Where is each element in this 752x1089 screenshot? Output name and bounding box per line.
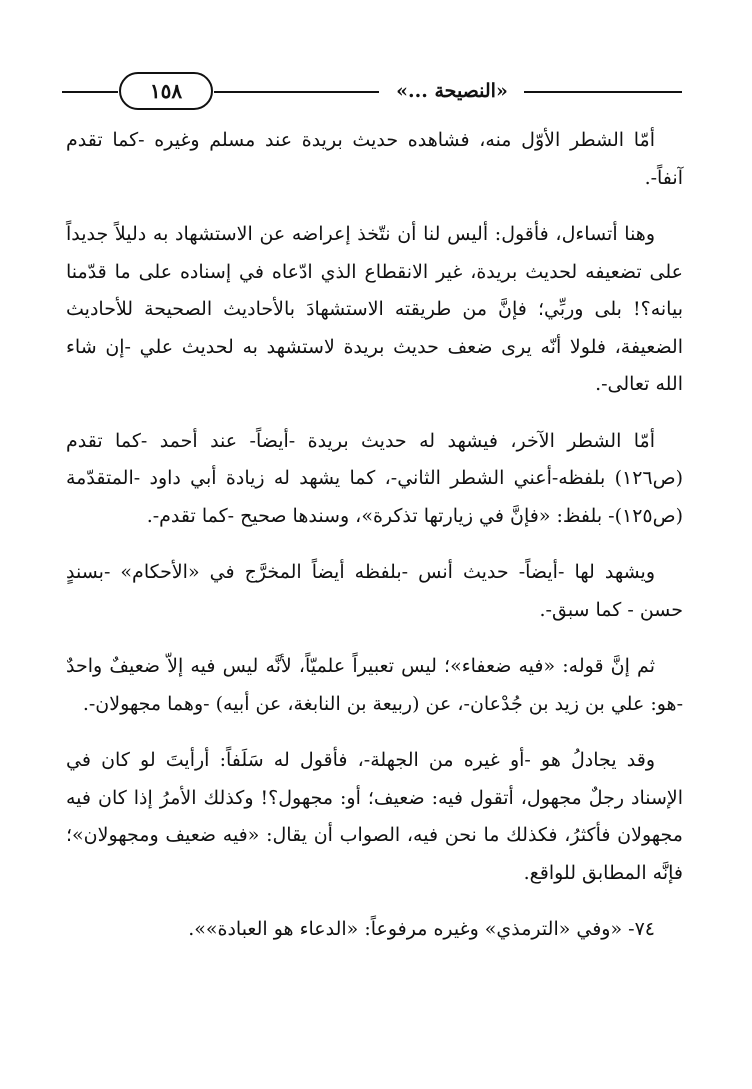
paragraph-5: ثم إنَّ قوله: «فيه ضعفاء»؛ ليس تعبيراً علميّاً، لأنَّه ليس فيه إلاّ ضعيفٌ واحدٌ -هو: علي بن زيد بن جُدْعان-، عن (ربيعة بن النابغة، عن أبيه) -وهما مجهولان-. (66, 655, 683, 715)
paragraph-4: ويشهد لها -أيضاً- حديث أنس -بلفظه أيضاً المخرَّج في «الأحكام» -بسندٍ حسن - كما سبق-. (66, 561, 683, 621)
paragraph-3: أمّا الشطر الآخر، فيشهد له حديث بريدة -أيضاً- عند أحمد -كما تقدم (ص١٢٦) بلفظه-أعني الشطر الثاني-، كما يشهد له زيادة أبي داود -المتقدّمة (ص١٢٥)- بلفظ: «فإنَّ في زيارتها تذكرة»، وسندها صحيح -كما تقدم-. (66, 429, 683, 527)
paragraph-6: وقد يجادلُ هو -أو غيره من الجهلة-، فأقول له سَلَفاً: أرأيتَ لو كان في الإسناد رجلٌ مجهول، أتقول فيه: ضعيف؛ أو: مجهول؟! وكذلك الأمرُ إذا كان فيه مجهولان فأكثرُ، فكذلك ما نحن فيه، الصواب أن يقال: «فيه ضعيف ومجهولان»؛ فإنَّه المطابق للواقع. (66, 749, 683, 884)
page-header (62, 66, 682, 118)
paragraph-2: وهنا أتساءل، فأقول: أليس لنا أن نتّخذ إعراضه عن الاستشهاد به دليلاً جديداً على تضعيفه لحديث بريدة، غير الانقطاع الذي ادّعاه في إسناده على ما قدّمنا بيانه؟! بلى وربِّي؛ فإنَّ من طريقته الاستشهادَ بالأحاديث الصحيحة للأحاديث الضعيفة، فلولا أنّه يرى ضعف حديث بريدة لاستشهد به لحديث علي -إن شاء الله تعالى-. (66, 223, 683, 395)
header-rule-middle (214, 91, 379, 93)
running-title: «النصيحة ...» (396, 80, 508, 102)
header-rule-left (62, 91, 118, 93)
numbered-note-74: ٧٤- «وفي «الترمذي» وغيره مرفوعاً: «الدعاء هو العبادة»». (188, 918, 655, 940)
paragraph-1: أمّا الشطر الأوّل منه، فشاهده حديث بريدة عند مسلم وغيره -كما تقدم آنفاً-. (66, 129, 683, 189)
header-rule-right (524, 91, 682, 93)
page-body (66, 122, 683, 968)
page-number-badge: ١٥٨ (119, 72, 213, 110)
